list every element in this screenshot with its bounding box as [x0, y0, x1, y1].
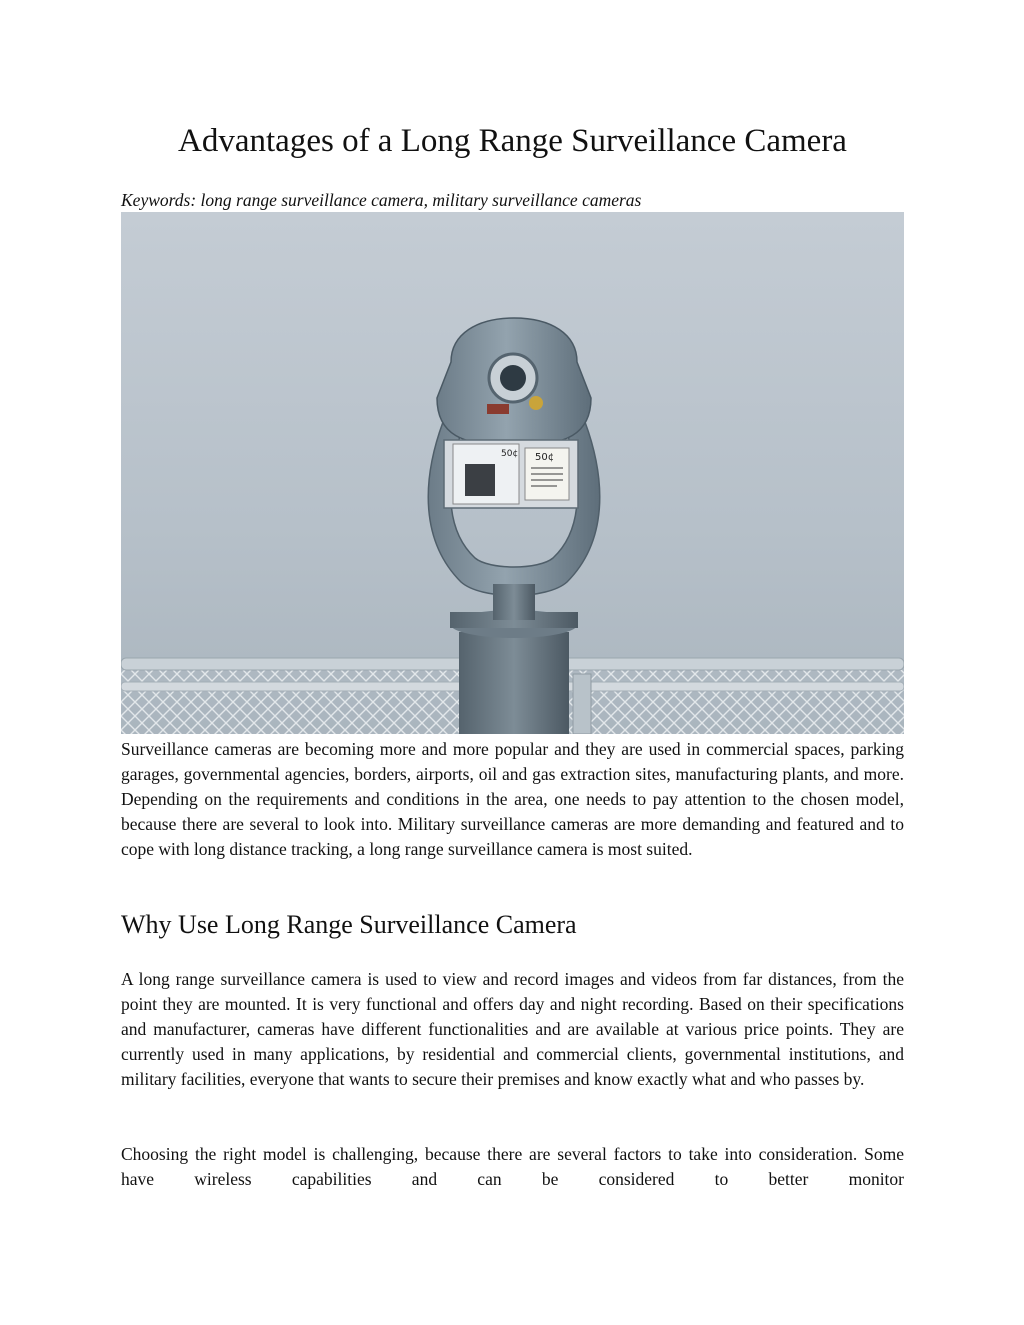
red-label	[487, 404, 509, 414]
fence-post	[573, 674, 591, 734]
page-title: Advantages of a Long Range Surveillance Camera	[178, 123, 847, 159]
viewer-binocular-photo	[121, 212, 904, 734]
coin-mechanism	[465, 464, 495, 496]
section-paragraph-2: Choosing the right model is challenging, because there are several factors to take into consideration. Some have wireless capabilities and can be considered to better monitor	[121, 1144, 904, 1189]
binocular-illustration	[121, 212, 904, 734]
keywords-line: Keywords: long range surveillance camera, military surveillance cameras	[121, 190, 642, 210]
intro-paragraph: Surveillance cameras are becoming more and more popular and they are used in commercial spaces, parking garages, governmental agencies, borders, airports, oil and gas extraction sites, manufacturing plants, and more. Depending on the requirements and conditions in the area, one needs to pay attention to the chosen model, because there are several to look into. Military surveillance cameras are more demanding and featured and to cope with long distance tracking, a long range surveillance camera is most suited.	[121, 739, 904, 859]
eyepiece-lens	[500, 365, 526, 391]
section-paragraph-1: A long range surveillance camera is used to view and record images and videos from far distances, from the point they are mounted. It is very functional and offers day and night recording. Based on their specifications and manufacturer, cameras have different functionalities and are available at various price points. They are currently used in many applications, by residential and commercial clients, governmental institutions, and military facilities, everyone that wants to secure their premises and know exactly what and who passes by.	[121, 969, 904, 1089]
focus-knob	[529, 396, 543, 410]
yoke-neck	[493, 584, 535, 620]
section-heading: Why Use Long Range Surveillance Camera	[121, 910, 577, 939]
price-label-left: 50¢	[501, 449, 519, 459]
price-label-right: 50¢	[535, 452, 555, 463]
stand-post	[459, 632, 569, 734]
